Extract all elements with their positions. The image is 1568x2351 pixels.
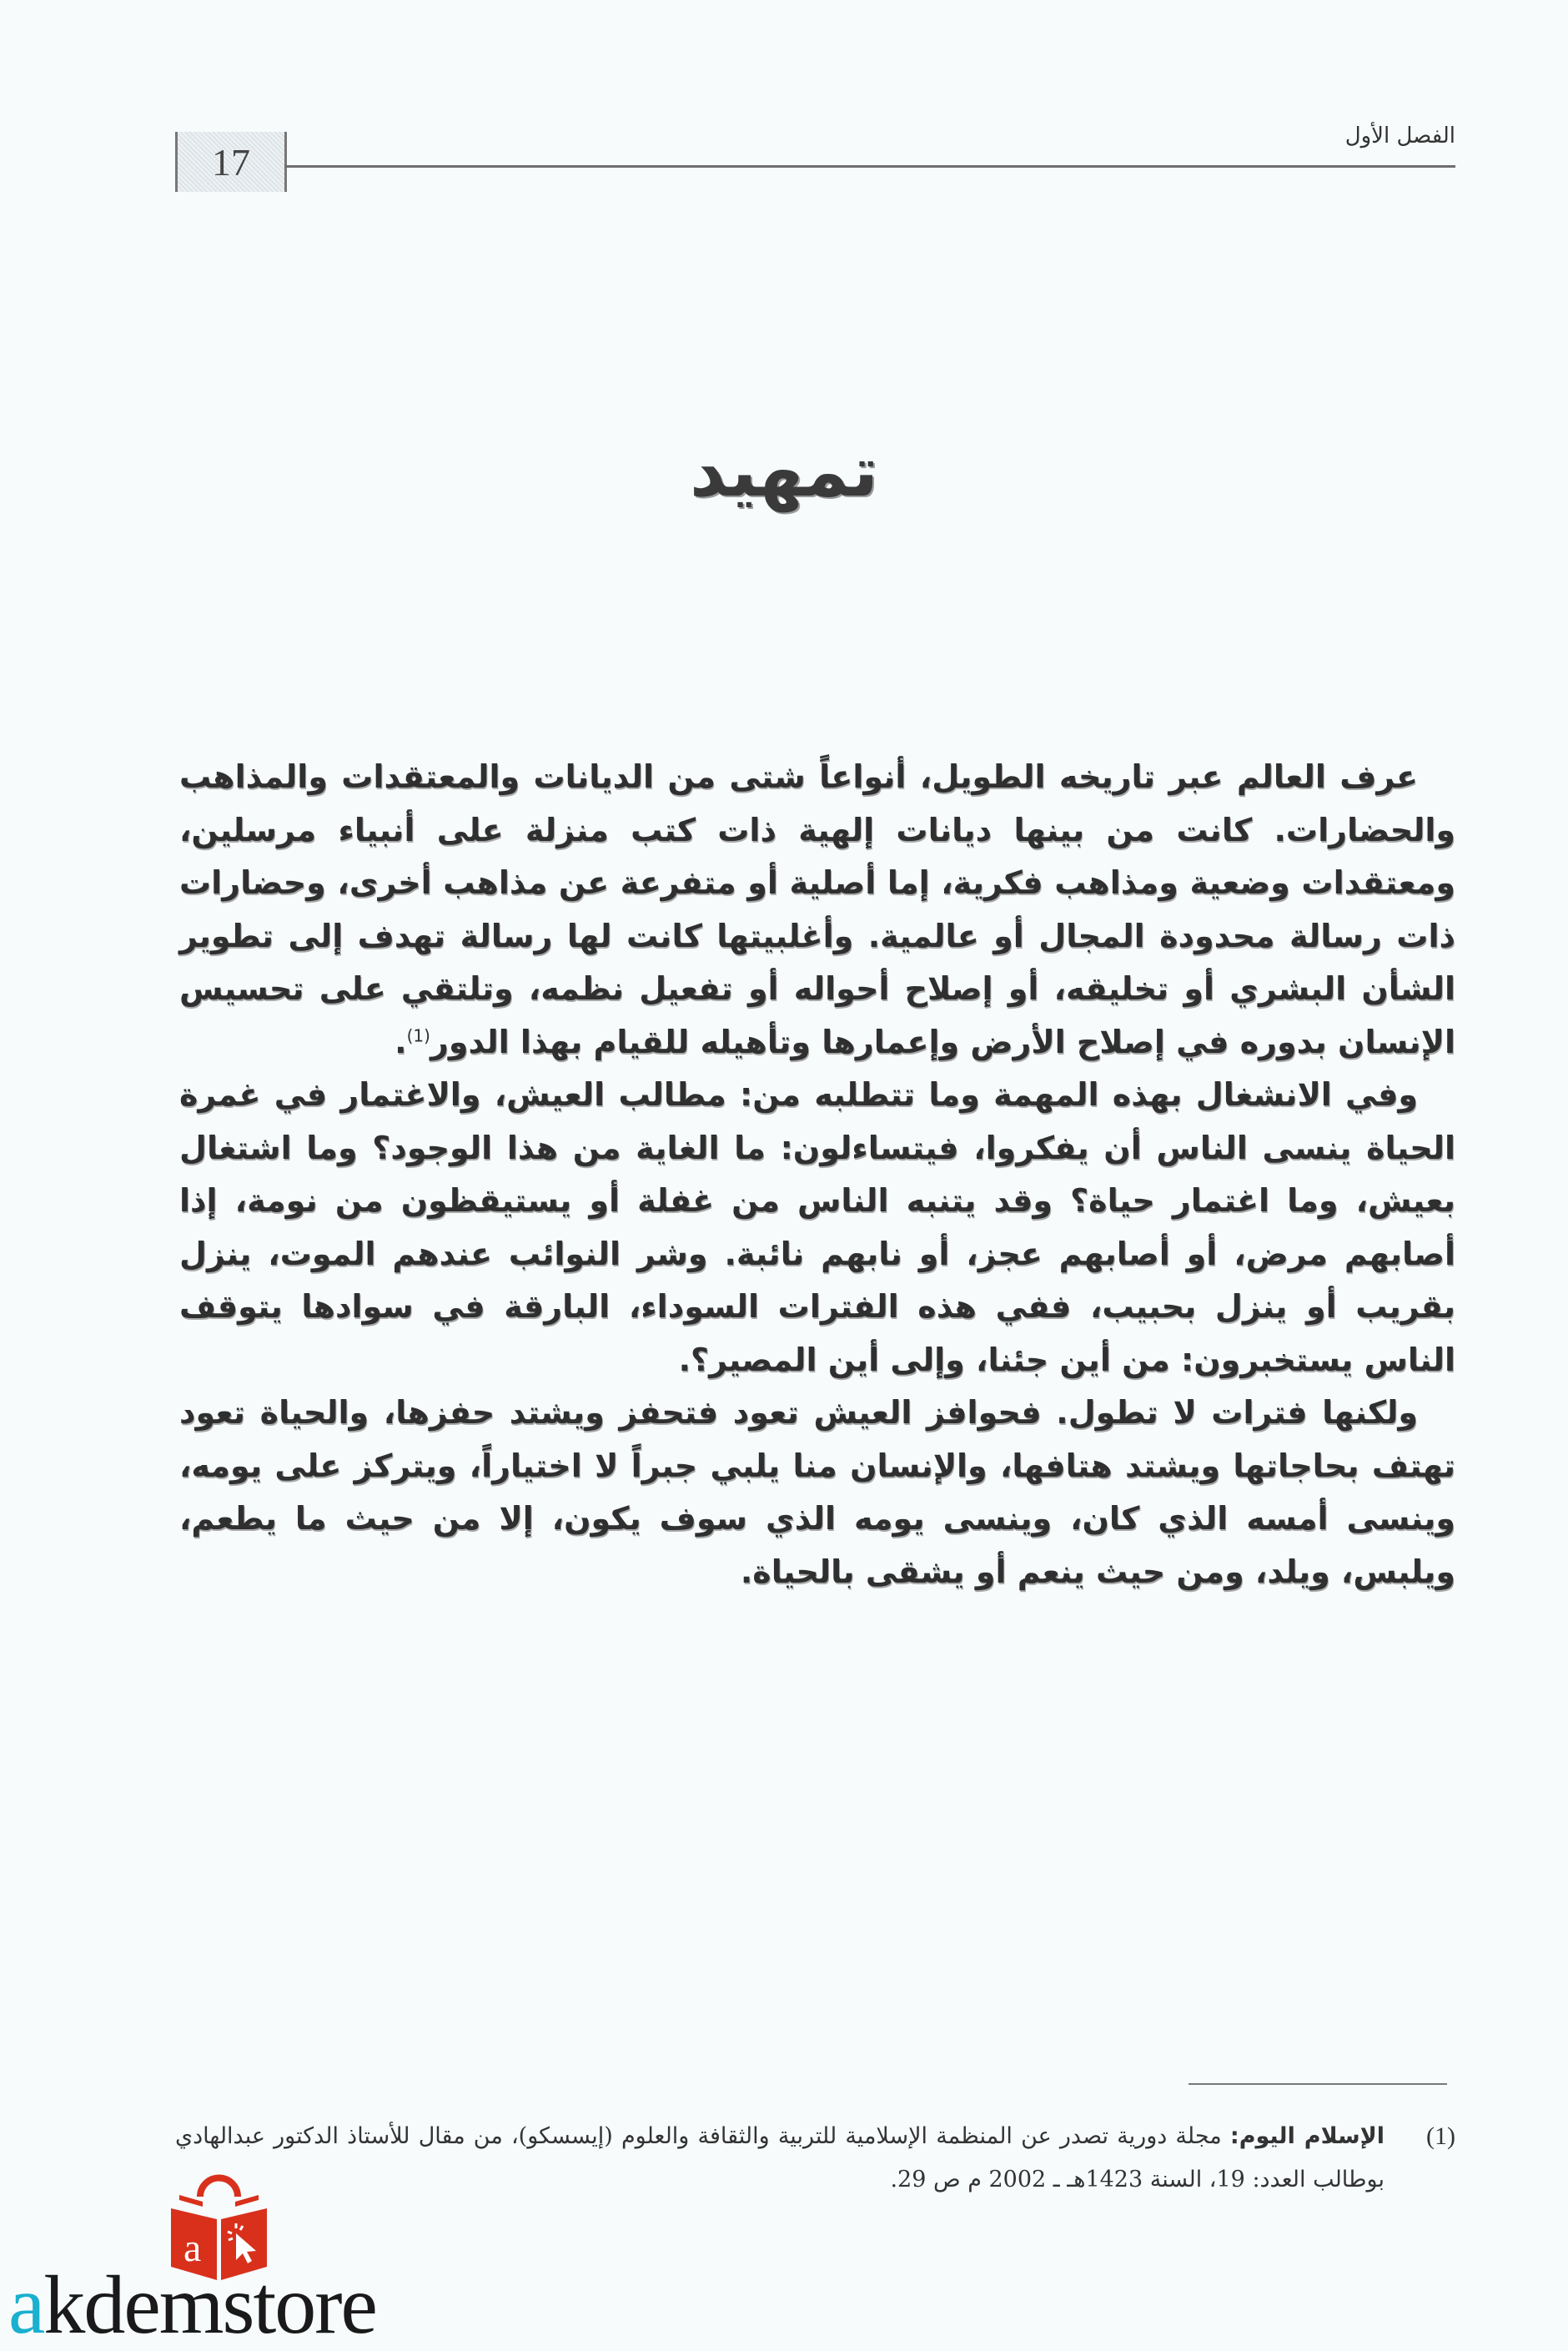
footnote-source-title: الإسلام اليوم: <box>1229 2123 1385 2149</box>
paragraph <box>179 751 1455 1069</box>
footnote-reference[interactable]: (1) <box>406 1024 430 1045</box>
book-handle <box>200 2178 238 2197</box>
running-header <box>175 123 1455 185</box>
paragraph: وفي الانشغال بهذه المهمة وما تتطلبه من: مطالب العيش، والاغتمار في غمرة الحياة ينسى الناس أن يفكروا، فيتساءلون: ما الغاية من هذا الوجود؟ وما اشتغال بعيش، وما اغتمار حياة؟ وقد يتنبه الناس من غفلة أو يستيقظون من نومة، إذا أصابهم مرض، أو أصابهم عجز، أو نابهم نائبة. وشر النوائب عندهم الموت، ينزل بقريب أو ينزل بحبيب، ففي هذه الفترات السوداء، البارقة في سوادها يتوقف الناس يستخبرون: من أين جئنا، وإلى أين المصير؟. <box>179 1076 1455 1378</box>
akdemstore-watermark-logo <box>8 2165 459 2351</box>
footnote-separator <box>1189 2083 1447 2085</box>
book-letter: a <box>183 2226 202 2270</box>
section-title: تمهيد <box>689 430 879 513</box>
page-number: 17 <box>175 132 287 192</box>
footnote-number: (1) <box>1426 2122 1455 2150</box>
brand-wordmark <box>8 2258 376 2351</box>
header-rule <box>284 165 1455 168</box>
paragraph-text: عرف العالم عبر تاريخه الطويل، أنواعاً شتى من الديانات والمعتقدات والمذاهب والحضارات. كانت من بينها ديانات إلهية ذات كتب منزلة على أنبياء مرسلين، ومعتقدات وضعية ومذاهب فكرية، إما أصلية أو متفرعة عن مذاهب أخرى، وحضارات ذات رسالة محدودة المجال أو عالمية. وأغلبيتها كانت لها رسالة تهدف إلى تطوير الشأن البشري أو تخليقه، أو إصلاح أحواله أو تفعيل نظمه، وتلتقي على تحسيس الإنسان بدوره في إصلاح الأرض وإعمارها وتأهيله للقيام بهذا الدور <box>179 758 1455 1060</box>
paragraph: ولكنها فترات لا تطول. فحوافز العيش تعود فتحفز ويشتد حفزها، والحياة تعود تهتف بحاجاتها ويشتد هتافها، والإنسان منا يلبي جبراً لا اختياراً، ويتركز على يومه، وينسى أمسه الذي كان، وينسى يومه الذي سوف يكون، إلا من حيث ما يطعم، ويلبس، ويلد، ومن حيث ينعم أو يشقى بالحياة. <box>179 1394 1455 1590</box>
body-text <box>179 751 1455 1598</box>
book-ribbon-left <box>179 2195 203 2207</box>
footnote-text: مجلة دورية تصدر عن المنظمة الإسلامية للتربية والثقافة والعلوم (إيسسكو)، من مقال للأستاذ الدكتور عبدالهادي بوطالب العدد: 19، السنة 1423هـ ـ 2002 م ص 29. <box>175 2123 1385 2192</box>
brand-letter-a: a <box>8 2258 44 2351</box>
paragraph-end: . <box>395 1023 407 1060</box>
book-ribbon-right <box>235 2195 259 2207</box>
brand-rest: kdemstore <box>43 2258 376 2351</box>
chapter-label: الفصل الأول <box>1344 123 1455 149</box>
